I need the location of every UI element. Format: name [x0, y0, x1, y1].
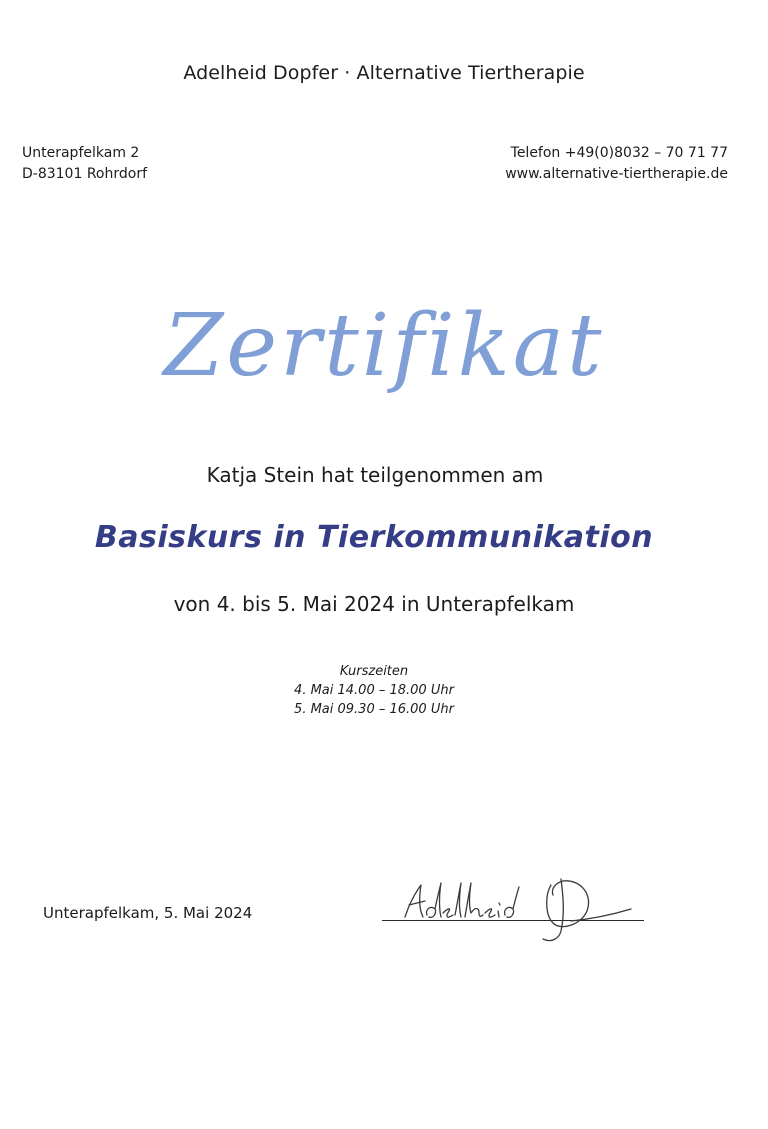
- contact-phone: Telefon +49(0)8032 – 70 71 77: [510, 145, 728, 161]
- address-city: D-83101 Rohrdorf: [22, 166, 148, 182]
- course-times-heading: Kurszeiten: [339, 664, 409, 679]
- course-session-1: 4. Mai 14.00 – 18.00 Uhr: [294, 683, 454, 698]
- certificate-title: Zertifikat: [163, 296, 605, 396]
- contact-website: www.alternative-tiertherapie.de: [505, 166, 728, 182]
- course-session-2: 5. Mai 09.30 – 16.00 Uhr: [294, 702, 454, 717]
- contact-info: [505, 143, 728, 185]
- place-and-date: Unterapfelkam, 5. Mai 2024: [43, 904, 253, 922]
- handwritten-signature: [395, 865, 640, 945]
- address-street: Unterapfelkam 2: [22, 145, 140, 161]
- organization-header: Adelheid Dopfer · Alternative Tiertherapie: [183, 62, 585, 84]
- course-times: [0, 662, 748, 719]
- postal-address: [22, 143, 147, 185]
- course-name: Basiskurs in Tierkommunikation: [94, 520, 654, 555]
- course-date-line: von 4. bis 5. Mai 2024 in Unterapfelkam: [173, 592, 575, 616]
- participant-line: Katja Stein hat teilgenommen am: [206, 463, 544, 487]
